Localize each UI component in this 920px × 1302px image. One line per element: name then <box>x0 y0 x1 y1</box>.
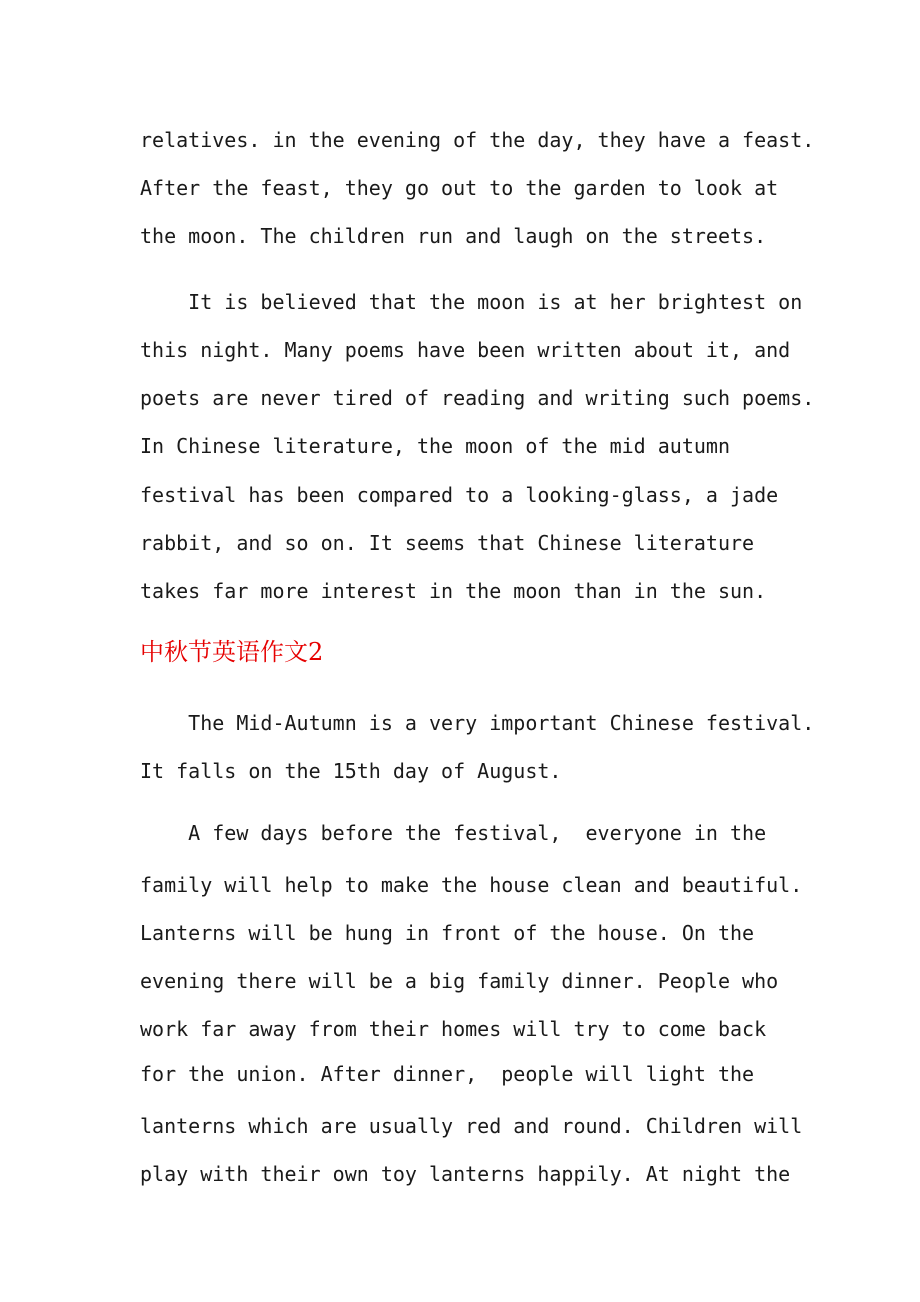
paragraph-line: Lanterns will be hung in front of the house. On the <box>140 921 755 945</box>
paragraph-line: play with their own toy lanterns happily. At night the <box>140 1162 791 1186</box>
paragraph-line: rabbit, and so on. It seems that Chinese literature <box>140 531 755 555</box>
paragraph-line: It falls on the 15th day of August. <box>140 759 562 783</box>
section-heading: 中秋节英语作文2 <box>140 638 324 666</box>
paragraph-line: festival has been compared to a looking-glass, a jade <box>140 483 779 507</box>
paragraph-line: for the union. After dinner, people will light the <box>140 1062 755 1086</box>
paragraph-line: evening there will be a big family dinner. People who <box>140 969 779 993</box>
paragraph-line: In Chinese literature, the moon of the mid autumn <box>140 434 731 458</box>
paragraph-line: The Mid-Autumn is a very important Chinese festival. <box>140 711 815 735</box>
paragraph-line: It is believed that the moon is at her brightest on <box>140 290 803 314</box>
paragraph-line: takes far more interest in the moon than in the sun. <box>140 579 767 603</box>
paragraph-line: relatives. in the evening of the day, they have a feast. <box>140 128 815 152</box>
paragraph-line: work far away from their homes will try to come back <box>140 1017 767 1041</box>
paragraph-line: lanterns which are usually red and round. Children will <box>140 1114 803 1138</box>
paragraph-line: After the feast, they go out to the garden to look at <box>140 176 779 200</box>
paragraph-line: family will help to make the house clean and beautiful. <box>140 873 803 897</box>
paragraph-line: poets are never tired of reading and writing such poems. <box>140 386 815 410</box>
paragraph-line: the moon. The children run and laugh on the streets. <box>140 224 767 248</box>
paragraph-line: A few days before the festival, everyone in the <box>140 821 767 845</box>
paragraph-line: this night. Many poems have been written about it, and <box>140 338 791 362</box>
